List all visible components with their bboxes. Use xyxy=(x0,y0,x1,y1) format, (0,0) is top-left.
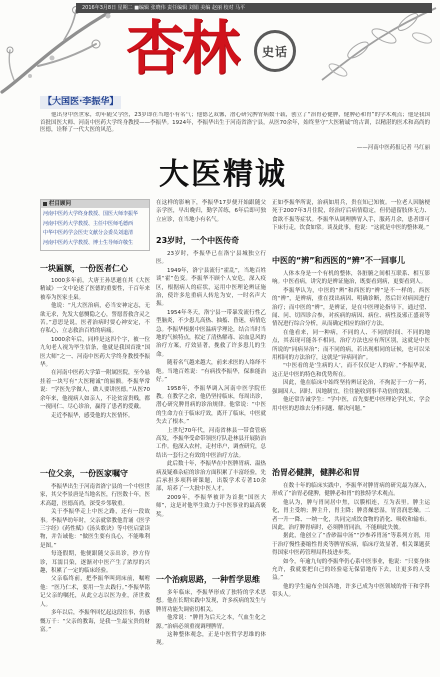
intro-paragraph: 他出身中医世家，幼年随父学医，23岁即在当地小有名气；他德艺双馨，潜心研究脾胃病数十载，创立了“治胃必健脾，健脾必和胃”的学术观点；他是我国首批国医大师、河南中医药大学终身教授——李振华。1924年，李振华出生于河南省洛宁县，从医70余年，始终坚守“大医精诚”的古训，以精湛的医术和高尚的医德，诠释了一代大医的风范。 xyxy=(40,112,430,134)
paragraph: 1954年冬天，洛宁县一带暴发流行性乙型脑炎，不少患儿高热、抽搐、昏迷，病情危急。李振华根据中医温病学理论，结合当时当地的气候特点，拟定了清热解毒、凉血息风的治疗方案，疗效显著，挽救了许多患儿的生命。 xyxy=(156,309,266,358)
advisers-box xyxy=(40,199,150,251)
right-lead xyxy=(272,199,430,251)
adviser-item: 河南中医药大学教授、主任中医师毛德西 xyxy=(43,220,134,227)
header-bar: 2016年3月8日 星期二 ■编辑 张晓伟 责任编辑 刘娟 美编 赵丽 校对 马平 xyxy=(76,3,432,13)
advisers-header xyxy=(41,200,149,208)
paragraph: 此后数十年，李振华在中医脾胃病、温热病及疑难杂症的诊治方面积累了丰富经验，先后承担多项科研课题，出版学术专著10余部，培养了一大批中医人才。 xyxy=(156,461,266,493)
section-body-plaque xyxy=(40,277,150,465)
section-heading-father: 一位父亲，一份医家嘱守 xyxy=(40,469,128,478)
paragraph: 如今，年逾九旬的李振华仍心系中医事业，他说：“只要身体允许，我就要把自己的经验毫无保留地传下去，让更多的人受益。” xyxy=(272,558,430,582)
advisers-title: 栏目顾问 xyxy=(49,201,72,207)
paragraph: “中医看的是‘生病的人’，而不仅仅是‘人的病’。”李振华说，这正是中医的特色和优势所在。 xyxy=(272,363,430,378)
adviser-item: 河南中医药大学终身教授、国医大师李振华 xyxy=(43,211,139,217)
section-heading-plaque: 一块匾额，一份医者仁心 xyxy=(40,264,128,273)
paragraph: 李振华出生于河南省洛宁县的一个中医世家，其父李景唐是当地名医，行医数十年，医术高超，医德高尚，深受乡邻敬重。 xyxy=(40,484,150,507)
paragraph: 人体本身是一个有机的整体，各脏腑之间相互联系、相互影响。中医看病，讲究的是辨证施治，既要看到病，更要看到人。 xyxy=(272,271,430,286)
paragraph: 走近李振华，感受他的大医情怀。 xyxy=(51,412,134,419)
section-body-philosophy xyxy=(156,589,266,671)
paragraph: 1949年，洛宁县流行“霍乱”，当地百姓谈“霍”色变。李振华不顾个人安危，深入疫区，根据病人的症状，运用中医理论辨证施治，使许多危重病人转危为安，一时名声大振。 xyxy=(156,267,266,308)
paragraph: 1000多年前，大唐王孙思邈在其《大医精诚》一文中论述了医德的重要性，千百年来被奉为医家圭臬。 xyxy=(40,278,150,301)
paragraph: 每逢假期，他便跟随父亲出诊，抄方侍诊，耳濡目染，逐渐对中医产生了浓厚的兴趣，积累了一定的临床经验。 xyxy=(40,551,150,575)
article-headline: 大医精诚 xyxy=(159,157,287,192)
paragraph: 据此，他创立了“香砂温中汤”“沙参养胃汤”等系列方剂，用于治疗慢性萎缩性胃炎等脾胃疾病，临床疗效显著，相关课题获得国家中医药管理局科技进步奖。 xyxy=(272,533,430,557)
adviser-item: 中华中医药学会医史文献分会委员刘道清 xyxy=(43,230,134,237)
paragraph: 2009年，李振华被评为首批“国医大师”，这是对他毕生致力于中医事业的最高褒奖。 xyxy=(156,494,266,518)
paragraph: 1000余年后，同样是这四个字，被一位九旬老人视为毕生信条，他就是我国首批“国医大师”之一、河南中医药大学终身教授李振华。 xyxy=(40,336,150,369)
series-banner: 【大国医·李振华】 xyxy=(40,96,121,109)
section-heading-legend: 23岁时，一个中医传奇 xyxy=(156,236,240,245)
paragraph: 这种整体观念，正是中医哲学思维的体现。 xyxy=(156,632,266,647)
paragraph: 他说：“凡大医治病，必当安神定志，无欲无求，先发大慈恻隐之心，誓愿普救含灵之苦。”意思是说，医者治病时要心神安定，不存私心，立志救治百姓的病痛。 xyxy=(40,303,150,335)
paragraph: 随着名气越来越大，前来求医的人络绎不绝。当地百姓说：“有病找李振华，保准能治好。” xyxy=(156,360,266,384)
byline: ——河南中医药报记者 马红丽 xyxy=(356,145,430,151)
paragraph: 关于李振华走上中医之路，还有一段故事。李振华幼年时，父亲就常教他背诵《医学三字经》《药性赋》《汤头歌诀》等中医启蒙读物，并告诫他：“做医生要有良心，不能唯利是图。” xyxy=(40,509,150,549)
paragraph: 多年以后，李振华回忆起这段往事，仍感慨万千：“父亲的教诲，是我一生最宝贵的财富。” xyxy=(40,610,150,633)
paragraph: 李振华认为，中医的“辨”和西医的“辨”是不一样的。西医的“辨”，是辨病，重在找出病因、明确诊断，然后针对病因进行治疗；而中医的“辨”，是辨证，是在中医理论指导下，通过望、闻、问、切四诊合参，对疾病的病因、病位、病性及邪正盛衰等情况进行综合分析，从而确定相应的治疗方法。 xyxy=(272,287,430,328)
section-heading-philosophy: 一个治病思路，一种哲学思维 xyxy=(156,575,260,584)
paragraph: 正如李振华所说，治病如用兵，贵在知己知彼。一位老人因脑梗死于2007年3月住院，经治疗后病情稳定，但仍遗留肢体无力、食欲不振等症状。李振华从调理脾胃入手，服药月余，患者即可下床行走，饮食如常。谈及此事，他说：“这就是中医的整体观。” xyxy=(272,200,430,232)
paragraph: 父亲临终前，把李振华叫到床前，嘱咐他：“医乃仁术，要用一生去践行。”李振华铭记父亲的嘱托，从此立志以医为业，济世救人。 xyxy=(40,576,150,608)
adviser-item: 河南中医药大学教授、博士生导师许敬生 xyxy=(43,239,134,246)
section-body-differentiation xyxy=(272,270,430,464)
section-heading-spleen-stomach: 治胃必健脾，健脾必和胃 xyxy=(272,468,360,477)
paragraph: 他的学生遍布全国各地，许多已成为中医领域的骨干和学科带头人。 xyxy=(272,583,430,599)
advisers-list xyxy=(41,210,149,248)
section-body-father xyxy=(40,483,150,671)
leaves-illustration xyxy=(318,0,440,90)
paragraph: 23岁时，李振华已在洛宁县城独立行医。 xyxy=(156,251,266,266)
column-badge xyxy=(254,30,296,72)
paragraph: 在数十年的临床实践中，李振华对脾胃病的研究最为深入，形成了“治胃必健脾，健脾必和胃”的独特学术观点。 xyxy=(272,483,430,498)
paragraph: 在河南中医药大学第一附属医院，至今悬挂着一块写有“大医精诚”的匾额。李振华常说：“学医先学做人，做人要讲医德。”从医70余年来，他视病人如亲人，不论贫富贵贱，都一视同仁、尽心诊治，赢得了患者的爱戴。 xyxy=(40,370,150,411)
apricot-branch-illustration xyxy=(0,0,135,100)
paragraph: 他常说：“脾胃为后天之本，气血生化之源。”治病必须重视调理脾胃。 xyxy=(156,615,266,630)
section-body-legend xyxy=(156,250,266,572)
middle-lead xyxy=(156,199,266,233)
paragraph: 因此，他在临床中始终坚持辨证论治，不拘泥于一方一药，强调因人、因时、因地制宜，往往能收到事半功倍的效果。 xyxy=(272,380,430,395)
column-badge-label: 史话 xyxy=(261,44,288,59)
masthead-title: 杏林 xyxy=(126,14,239,82)
paragraph: 他还常告诫学生：“学中医，首先要把中医理论学扎实，学会用中医的思维去分析问题、解决问题。” xyxy=(272,397,430,412)
paragraph: 他认为，脾与胃同居中焦，以膜相连，互为表里。脾主运化，胃主受纳；脾主升，胃主降；脾喜燥恶湿，胃喜润恶燥。二者一升一降、一纳一化，共同完成饮食物的消化、吸收和输布。因此，治疗脾胃病时，必须脾胃同治，不能顾此失彼。 xyxy=(272,499,430,532)
section-heading-differentiation: 中医的“辨”和西医的“辨”不一回事儿 xyxy=(272,256,406,265)
square-marker-icon xyxy=(43,202,47,206)
section-body-spleen-stomach xyxy=(272,482,430,671)
paragraph: 在这样的影响下，李振华17岁便开始跟随父亲学医，早出晚归，勤学苦练，6年后即可独立应诊，在当地小有名气。 xyxy=(156,200,266,223)
paragraph: 多年临床，李振华形成了独特的学术思想。他在长期实践中发现，许多疾病的发生与脾胃功能失调密切相关。 xyxy=(156,590,266,613)
paragraph: 1958年，李振华调入河南中医学院任教。在教学之余，他仍坚持临床，每周出诊，潜心研究脾胃病的诊治规律。他常说：“中医的生命力在于临床疗效，离开了临床，中医就失去了根本。” xyxy=(156,385,266,426)
paragraph: 在他看来，同一种病，不同的人、不同的时间、不同的地点，其表现可能各不相同，治疗方法也应有所区别，这就是中医所说的“同病异治”；而不同的病，若出现相同的证候，也可以采用相同的方法治疗，这就是“异病同治”。 xyxy=(272,329,430,362)
paragraph: 上世纪70年代，河南省林县一带食管癌高发，李振华受命带领医疗队赴林县开展防治工作。他深入农村，走村串户，调查研究，总结出一套行之有效的中医治疗方法。 xyxy=(156,427,266,459)
